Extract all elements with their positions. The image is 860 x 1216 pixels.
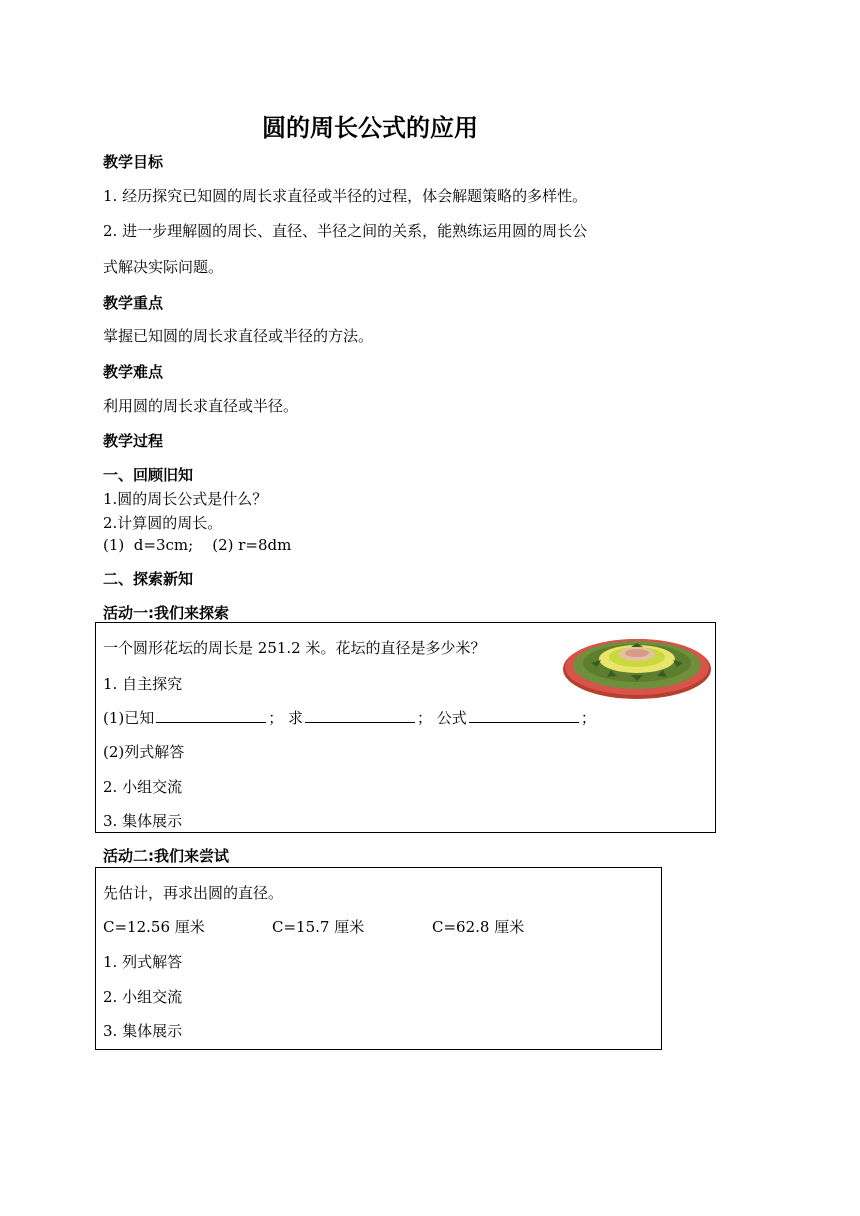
goals-item-2-line-2: 式解决实际问题。 (103, 258, 224, 276)
review-question-2: 2.计算圆的周长。 (103, 514, 223, 532)
activity2-step-3: 3. 集体展示 (103, 1022, 183, 1040)
known-blank[interactable] (156, 708, 266, 723)
review-question-3: (1) d=3cm; (2) r=8dm (103, 536, 292, 554)
find-label: ； 求 (268, 709, 304, 727)
activity1-step-1: 1. 自主探究 (103, 675, 183, 693)
find-blank[interactable] (305, 708, 415, 723)
activity2-heading: 活动二:我们来尝试 (103, 847, 229, 865)
activity1-heading: 活动一:我们来探索 (103, 604, 229, 622)
goals-heading: 教学目标 (103, 153, 164, 171)
circumference-1: C=12.56 厘米 (103, 918, 205, 936)
activity1-step-3: 3. 集体展示 (103, 812, 183, 830)
review-question-1: 1.圆的周长公式是什么？ (103, 490, 268, 508)
activity1-fill-line (103, 707, 596, 728)
explore-heading: 二、探索新知 (103, 570, 194, 588)
flower-bed-image (561, 623, 713, 707)
activity2-box (95, 867, 662, 1050)
activity1-solve: (2)列式解答 (103, 743, 185, 761)
difficulty-heading: 教学难点 (103, 363, 164, 381)
activity1-problem: 一个圆形花坛的周长是 251.2 米。花坛的直径是多少米？ (103, 639, 486, 657)
activity2-step-2: 2. 小组交流 (103, 988, 183, 1006)
formula-label: ； 公式 (417, 709, 467, 727)
end-mark: ； (580, 709, 596, 727)
key-text: 掌握已知圆的周长求直径或半径的方法。 (103, 327, 374, 345)
difficulty-text: 利用圆的周长求直径或半径。 (103, 397, 299, 415)
activity1-box (95, 622, 716, 833)
circumference-2: C=15.7 厘米 (272, 918, 365, 936)
review-heading: 一、回顾旧知 (103, 466, 194, 484)
activity2-step-1: 1. 列式解答 (103, 953, 183, 971)
circumference-3: C=62.8 厘米 (432, 918, 525, 936)
formula-blank[interactable] (469, 708, 579, 723)
key-heading: 教学重点 (103, 294, 164, 312)
process-heading: 教学过程 (103, 432, 164, 450)
page-title: 圆的周长公式的应用 (262, 114, 478, 142)
activity1-step-2: 2. 小组交流 (103, 778, 183, 796)
goals-item-1: 1. 经历探究已知圆的周长求直径或半径的过程，体会解题策略的多样性。 (103, 187, 588, 205)
goals-item-2-line-1: 2. 进一步理解圆的周长、直径、半径之间的关系，能熟练运用圆的周长公 (103, 222, 588, 240)
activity2-instruction: 先估计，再求出圆的直径。 (103, 884, 284, 902)
known-label: (1)已知 (103, 709, 155, 727)
